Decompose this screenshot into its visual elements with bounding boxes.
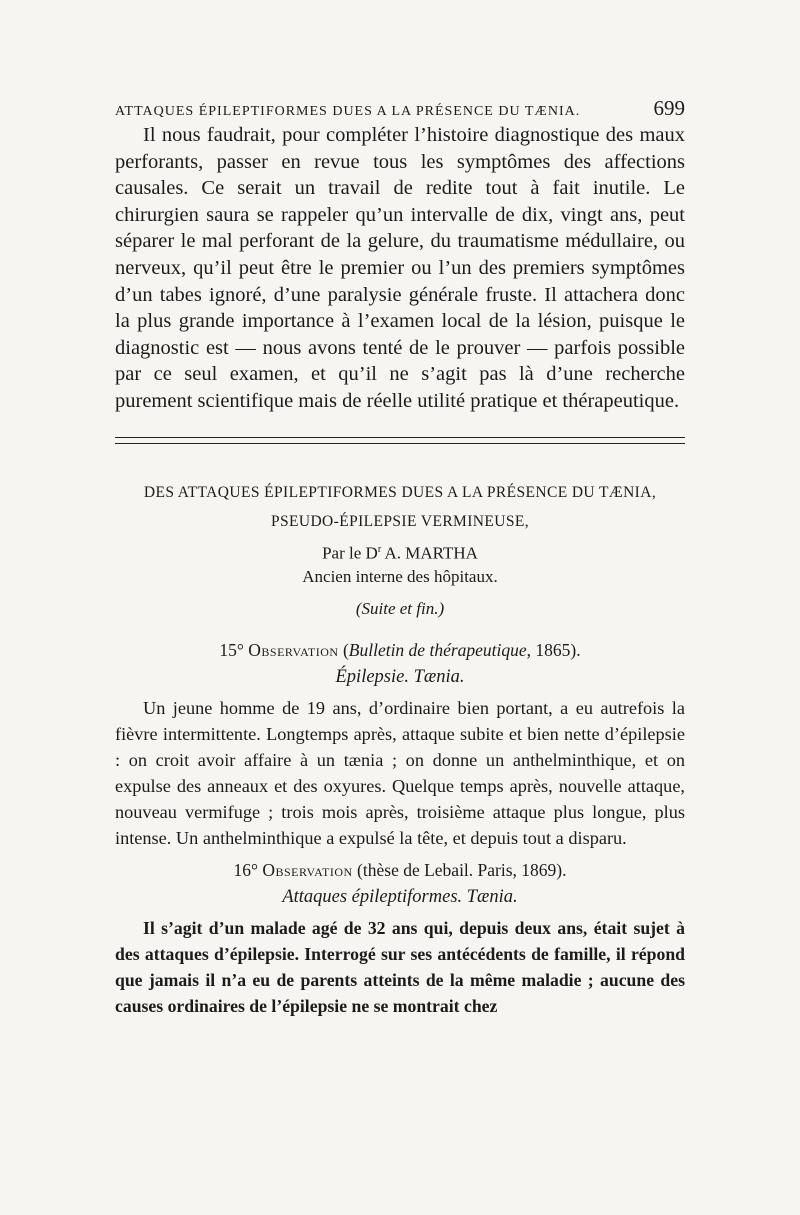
observation-body: Il s’agit d’un malade agé de 32 ans qui, depuis deux ans, était sujet à des attaques d’épilepsie. Interrogé sur ses antécédents de famille, il répond que jamais il n’a eu de parents atteints de la même maladie ; aucune des causes ordinaires de l’épilepsie ne se montrait chez (115, 918, 685, 1017)
divider-rule-top (115, 437, 685, 438)
running-head (115, 96, 685, 120)
observation-source-open: ( (338, 640, 349, 661)
observation-source-open: (thèse de Lebail. Paris, 1869). (352, 860, 567, 881)
byline-sup: r (377, 543, 382, 555)
observation-subtitle: Épilepsie. Tænia. (335, 667, 465, 688)
observation-body: Un jeune homme de 19 ans, d’ordinaire bien portant, a eu autrefois la fièvre intermittente. Longtemps après, attaque subite et bien nette d’épilepsie : on croit avoir affaire à un tænia ; on donne un anthelminthique, et on expulse des anneaux et des oxyures. Quelque temps après, nouvelle attaque, nouveau vermifuge ; trois mois après, troisième attaque plus longue, plus intense. Un anthelminthique a expulsé la tête, et depuis tout a disparu. (115, 698, 685, 849)
article-title-line2: PSEUDO-ÉPILEPSIE VERMINEUSE, (270, 512, 530, 530)
observation-label: Observation (262, 860, 353, 881)
running-head-title: ATTAQUES ÉPILEPTIFORMES DUES A LA PRÉSENCE DU TÆNIA. (115, 104, 581, 119)
continuation-note: (Suite et fin.) (355, 599, 445, 619)
article-title-line1: DES ATTAQUES ÉPILEPTIFORMES DUES A LA PRÉSENCE DU TÆNIA, (143, 483, 657, 501)
section-divider (115, 437, 685, 444)
observation-heading (115, 857, 685, 883)
page (115, 96, 685, 1019)
author-affiliation: Ancien interne des hôpitaux. (302, 567, 498, 587)
article-title (115, 478, 685, 536)
observation-subtitle: Attaques épileptiformes. Tænia. (282, 887, 518, 908)
observation-source-title: Bulletin de thérapeutique (348, 640, 527, 661)
page-number: 699 (653, 96, 685, 120)
byline-prefix: Par le D (322, 543, 378, 563)
divider-rule-bottom (115, 443, 685, 444)
intro-paragraph: Il nous faudrait, pour compléter l’histoire diagnostique des maux perforants, passer en revue tous les symptômes des affections causales. Ce serait un travail de redite tout à fait inutile. Le chirurgien saura se rappeler qu’un intervalle de dix, vingt ans, peut séparer le mal perforant de la gelure, du traumatisme médullaire, ou nerveux, qu’il peut être le premier ou l’un des premiers symptômes d’un tabes ignoré, d’une paralysie générale fruste. Il attachera donc la plus grande importance à l’examen local de la lésion, puisque le diagnostic est — nous avons tenté de le prouver — parfois possible par ce seul examen, et qu’il ne s’agit pas là d’une recherche purement scientifique mais de réelle utilité pratique et thérapeutique. (115, 124, 685, 412)
byline (115, 538, 685, 566)
author-name: A. MARTHA (381, 543, 478, 563)
observation-label: Observation (248, 640, 339, 661)
observation-number: 15° (219, 640, 244, 661)
observation-source-close: , 1865). (526, 640, 581, 661)
observation-heading (115, 637, 685, 663)
observation-number: 16° (233, 860, 258, 881)
